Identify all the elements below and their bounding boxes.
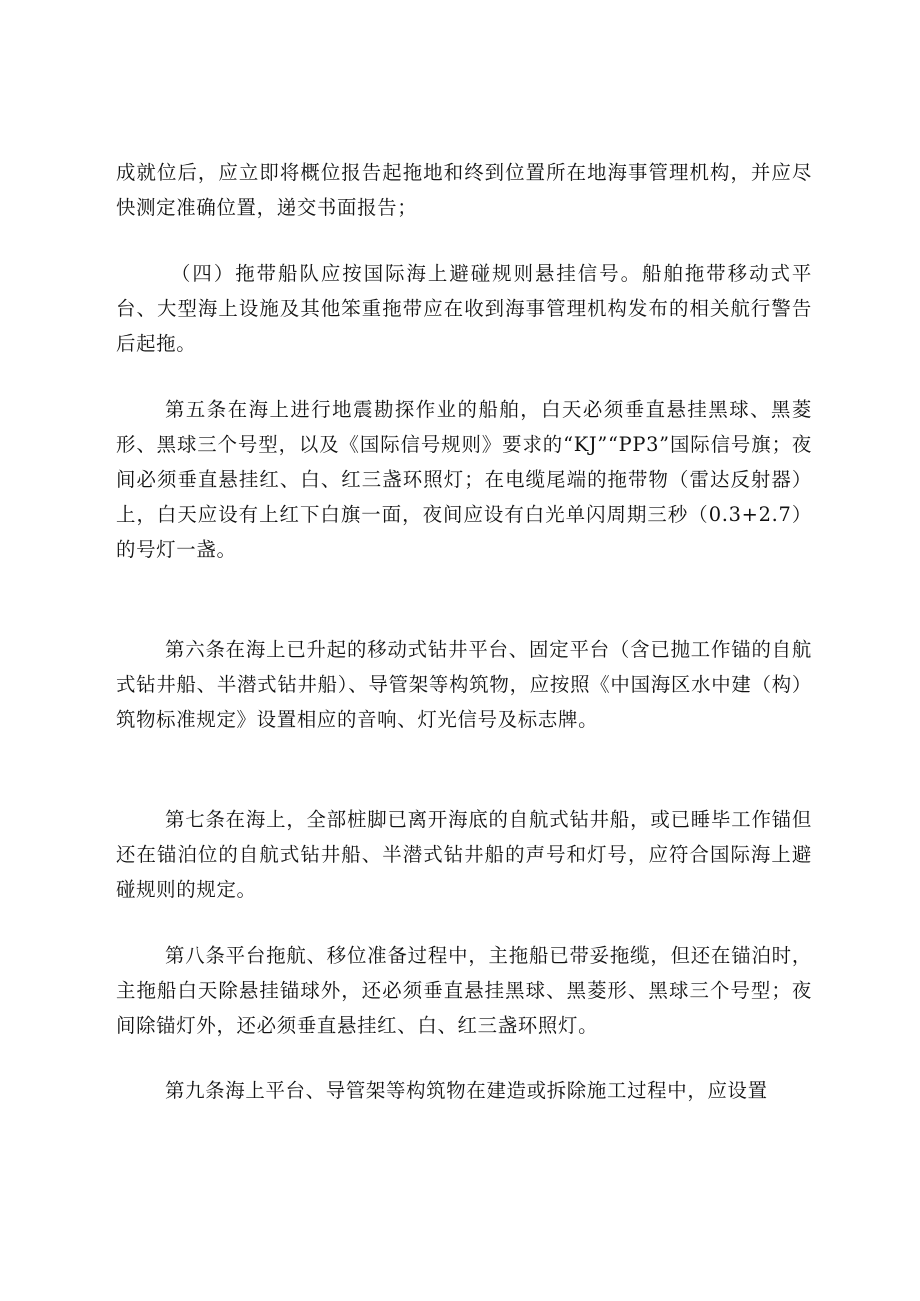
paragraph-continuation: 成就位后，应立即将概位报告起拖地和终到位置所在地海事管理机构，并应尽快测定准确位置，递交书面报告； [116, 161, 812, 219]
paragraph-article-6: 第六条在海上已升起的移动式钻井平台、固定平台（含已抛工作锚的自航式钻井船、半潜式钻井船）、导管架等构筑物，应按照《中国海区水中建（构）筑物标准规定》设置相应的音响、灯光信号及标志牌。 [116, 638, 812, 731]
paragraph-item-4: （四）拖带船队应按国际海上避碰规则悬挂信号。船舶拖带移动式平台、大型海上设施及其他笨重拖带应在收到海事管理机构发布的相关航行警告后起拖。 [116, 262, 812, 355]
paragraph-article-5: 第五条在海上进行地震勘探作业的船舶，白天必须垂直悬挂黑球、黑菱形、黑球三个号型，以及《国际信号规则》要求的“KJ”“PP3”国际信号旗；夜间必须垂直悬挂红、白、红三盏环照灯；在电缆尾端的拖带物（雷达反射器）上，白天应设有上红下白旗一面，夜间应设有白光单闪周期三秒（0.3+2.7）的号灯一盏。 [116, 398, 812, 561]
paragraph-article-7: 第七条在海上，全部桩脚已离开海底的自航式钻井船，或已睡毕工作锚但还在锚泊位的自航式钻井船、半潜式钻井船的声号和灯号，应符合国际海上避碰规则的规定。 [116, 808, 812, 901]
paragraph-article-9: 第九条海上平台、导管架等构筑物在建造或拆除施工过程中，应设置 [165, 1079, 768, 1102]
paragraph-article-8: 第八条平台拖航、移位准备过程中，主拖船已带妥拖缆，但还在锚泊时，主拖船白天除悬挂锚球外，还必须垂直悬挂黑球、黑菱形、黑球三个号型；夜间除锚灯外，还必须垂直悬挂红、白、红三盏环照灯。 [116, 944, 812, 1037]
